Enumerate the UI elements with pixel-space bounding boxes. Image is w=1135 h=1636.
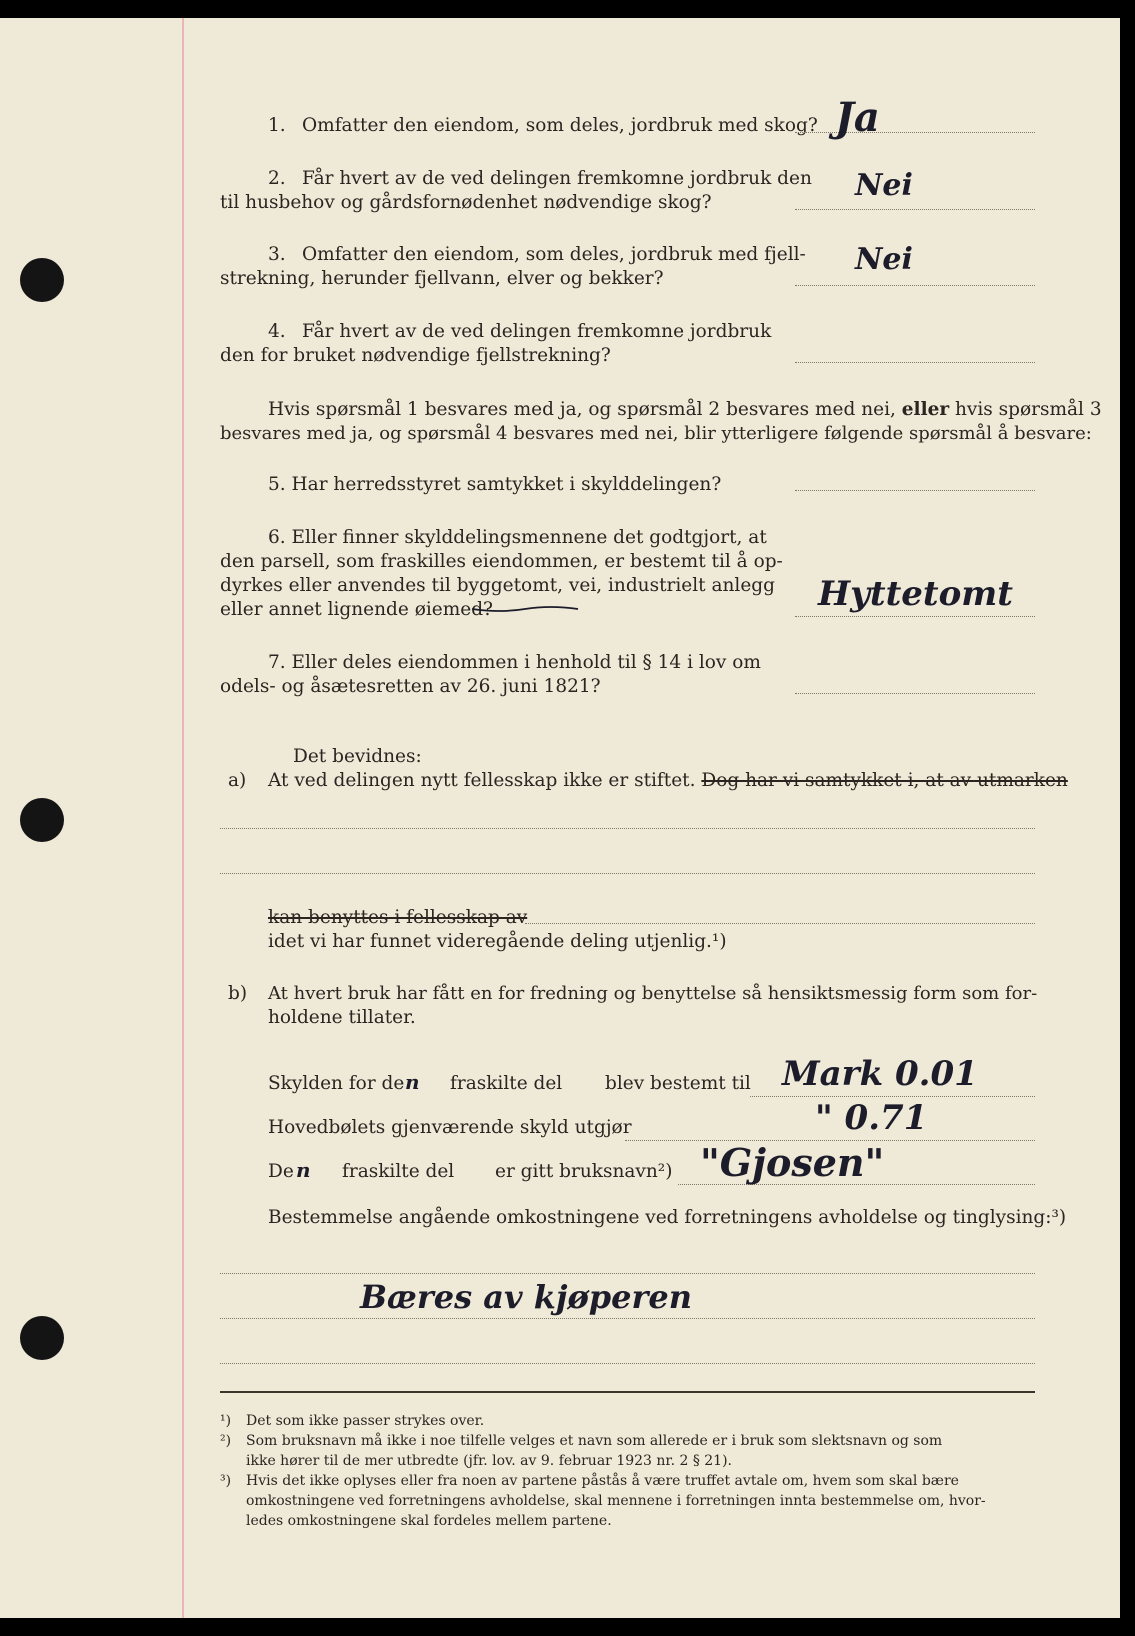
skyld-line-3-c: er gitt bruksnavn²): [495, 1161, 673, 1182]
condition-line-1-b: hvis spørsmål 3: [955, 399, 1102, 420]
attest-a-text: [268, 769, 1068, 793]
skyld-line-3-a: De: [268, 1161, 294, 1182]
question-2-line-1: Får hvert av de ved delingen fremkomne jordbruk den: [302, 168, 812, 189]
footnote-3-line-1: Hvis det ikke oplyses eller fra noen av partene påstås å være truffet avtale om, hvem som skal bære: [246, 1473, 959, 1489]
underline-squiggle: [470, 603, 580, 615]
skyld-line-2: Hovedbølets gjenværende skyld utgjør: [268, 1117, 632, 1138]
blank-line-a3: [525, 923, 1035, 924]
answer-6-handwritten: Hyttetomt: [818, 574, 1013, 614]
footnote-3-line-3: ledes omkostningene skal fordeles mellem partene.: [246, 1513, 612, 1529]
condition-line-2: besvares med ja, og spørsmål 4 besvares med nei, blir ytterligere følgende spørsmål å besvare:: [220, 423, 1092, 444]
skyld-line-4: Bestemmelse angående omkostningene ved forretningens avholdelse og tinglysing:³): [268, 1207, 1067, 1228]
answer-line-2: [795, 209, 1035, 210]
answer-1-handwritten: Ja: [835, 94, 880, 141]
footnote-3-mark: ³): [220, 1473, 232, 1489]
document-page: [0, 18, 1120, 1618]
answer-line-3: [795, 285, 1035, 286]
question-4-line-2: den for bruket nødvendige fjellstrekning?: [220, 345, 611, 366]
footnote-1-mark: ¹): [220, 1413, 232, 1429]
question-4-line-1: Får hvert av de ved delingen fremkomne jordbruk: [302, 321, 772, 342]
answer-line-5: [795, 490, 1035, 491]
question-7-line-1: 7. Eller deles eiendommen i henhold til § 14 i lov om: [268, 652, 761, 673]
condition-line-1-a: Hvis spørsmål 1 besvares med ja, og spørsmål 2 besvares med nei,: [268, 399, 896, 420]
attest-a-label: a): [228, 770, 247, 791]
question-6-line-1: 6. Eller finner skylddelingsmennene det godtgjort, at: [268, 527, 767, 548]
condition-bold-word: eller: [901, 399, 950, 420]
question-3-line-1: Omfatter den eiendom, som deles, jordbruk med fjell-: [302, 244, 806, 265]
answer-line-4: [795, 362, 1035, 363]
attest-a-main: At ved delingen nytt fellesskap ikke er stiftet.: [268, 770, 696, 791]
condition-line-1: [268, 398, 1102, 422]
blank-line-a1: [220, 828, 1035, 829]
attest-a-struck-2: kan benyttes i fellesskap av: [268, 907, 528, 928]
attest-a-struck: Dog har vi samtykket i, at av utmarken: [701, 770, 1068, 791]
skyld-line-1-handwritten-suffix: n: [405, 1070, 420, 1094]
question-1-text: Omfatter den eiendom, som deles, jordbruk med skog?: [302, 115, 818, 136]
question-2-line-2: til husbehov og gårdsfornødenhet nødvendige skog?: [220, 192, 712, 213]
attest-a-continued: idet vi har funnet videregående deling utjenlig.¹): [268, 931, 727, 952]
question-2-number: 2.: [268, 168, 286, 189]
punch-hole-middle: [20, 798, 64, 842]
blank-line-a2: [220, 873, 1035, 874]
skyld-line-1-a: Skylden for de: [268, 1073, 405, 1094]
footnote-1-line-1: Det som ikke passer strykes over.: [246, 1413, 485, 1429]
skyld-line-3-handwritten-suffix: n: [296, 1158, 311, 1182]
skyld-line-1-value: Mark 0.01: [782, 1054, 978, 1094]
footnote-2-mark: ²): [220, 1433, 232, 1449]
skyld-line-1-c: blev bestemt til: [605, 1073, 751, 1094]
skyld-line-1-dots: [750, 1096, 1035, 1097]
attest-b-line-1: At hvert bruk har fått en for fredning og benyttelse så hensiktsmessig form som for-: [268, 983, 1038, 1004]
question-3-line-2: strekning, herunder fjellvann, elver og bekker?: [220, 268, 664, 289]
attest-b-label: b): [228, 983, 248, 1004]
question-6-line-3: dyrkes eller anvendes til byggetomt, vei, industrielt anlegg: [220, 575, 775, 596]
answer-line-1: [795, 132, 1035, 133]
footnote-rule: [220, 1391, 1035, 1393]
blank-line-c2: [220, 1318, 1035, 1319]
skyld-line-2-value: " 0.71: [815, 1098, 928, 1138]
punch-hole-top: [20, 258, 64, 302]
skyld-line-1-b: fraskilte del: [450, 1073, 563, 1094]
footnote-3-line-2: omkostningene ved forretningens avholdelse, skal mennene i forretningen innta bestemmelse om, hvor-: [246, 1493, 986, 1509]
question-1-number: 1.: [268, 115, 286, 136]
blank-line-c3: [220, 1363, 1035, 1364]
question-7-line-2: odels- og åsætesretten av 26. juni 1821?: [220, 676, 601, 697]
answer-2-handwritten: Nei: [855, 168, 913, 203]
skyld-line-3-b: fraskilte del: [342, 1161, 455, 1182]
footnote-2-line-1: Som bruksnavn må ikke i noe tilfelle velges et navn som allerede er i bruk som slektsnavn og som: [246, 1433, 943, 1449]
blank-line-c1: [220, 1273, 1035, 1274]
attest-b-line-2: holdene tillater.: [268, 1007, 416, 1028]
answer-3-handwritten: Nei: [855, 242, 913, 277]
question-6-line-2: den parsell, som fraskilles eiendommen, er bestemt til å op-: [220, 551, 783, 572]
question-4-number: 4.: [268, 321, 286, 342]
footnote-2-line-2: ikke hører til de mer utbredte (jfr. lov. av 9. februar 1923 nr. 2 § 21).: [246, 1453, 733, 1469]
punch-hole-bottom: [20, 1316, 64, 1360]
skyld-line-3-value: "Gjosen": [700, 1140, 885, 1185]
skyld-line-4-value: Bæres av kjøperen: [360, 1278, 693, 1316]
question-6-line-4: eller annet lignende øiemed?: [220, 599, 493, 620]
question-5-text: 5. Har herredsstyret samtykket i skylddelingen?: [268, 474, 722, 495]
answer-line-6: [795, 616, 1035, 617]
margin-line: [182, 18, 184, 1618]
answer-line-7: [795, 693, 1035, 694]
question-3-number: 3.: [268, 244, 286, 265]
attest-heading: Det bevidnes:: [293, 746, 422, 767]
